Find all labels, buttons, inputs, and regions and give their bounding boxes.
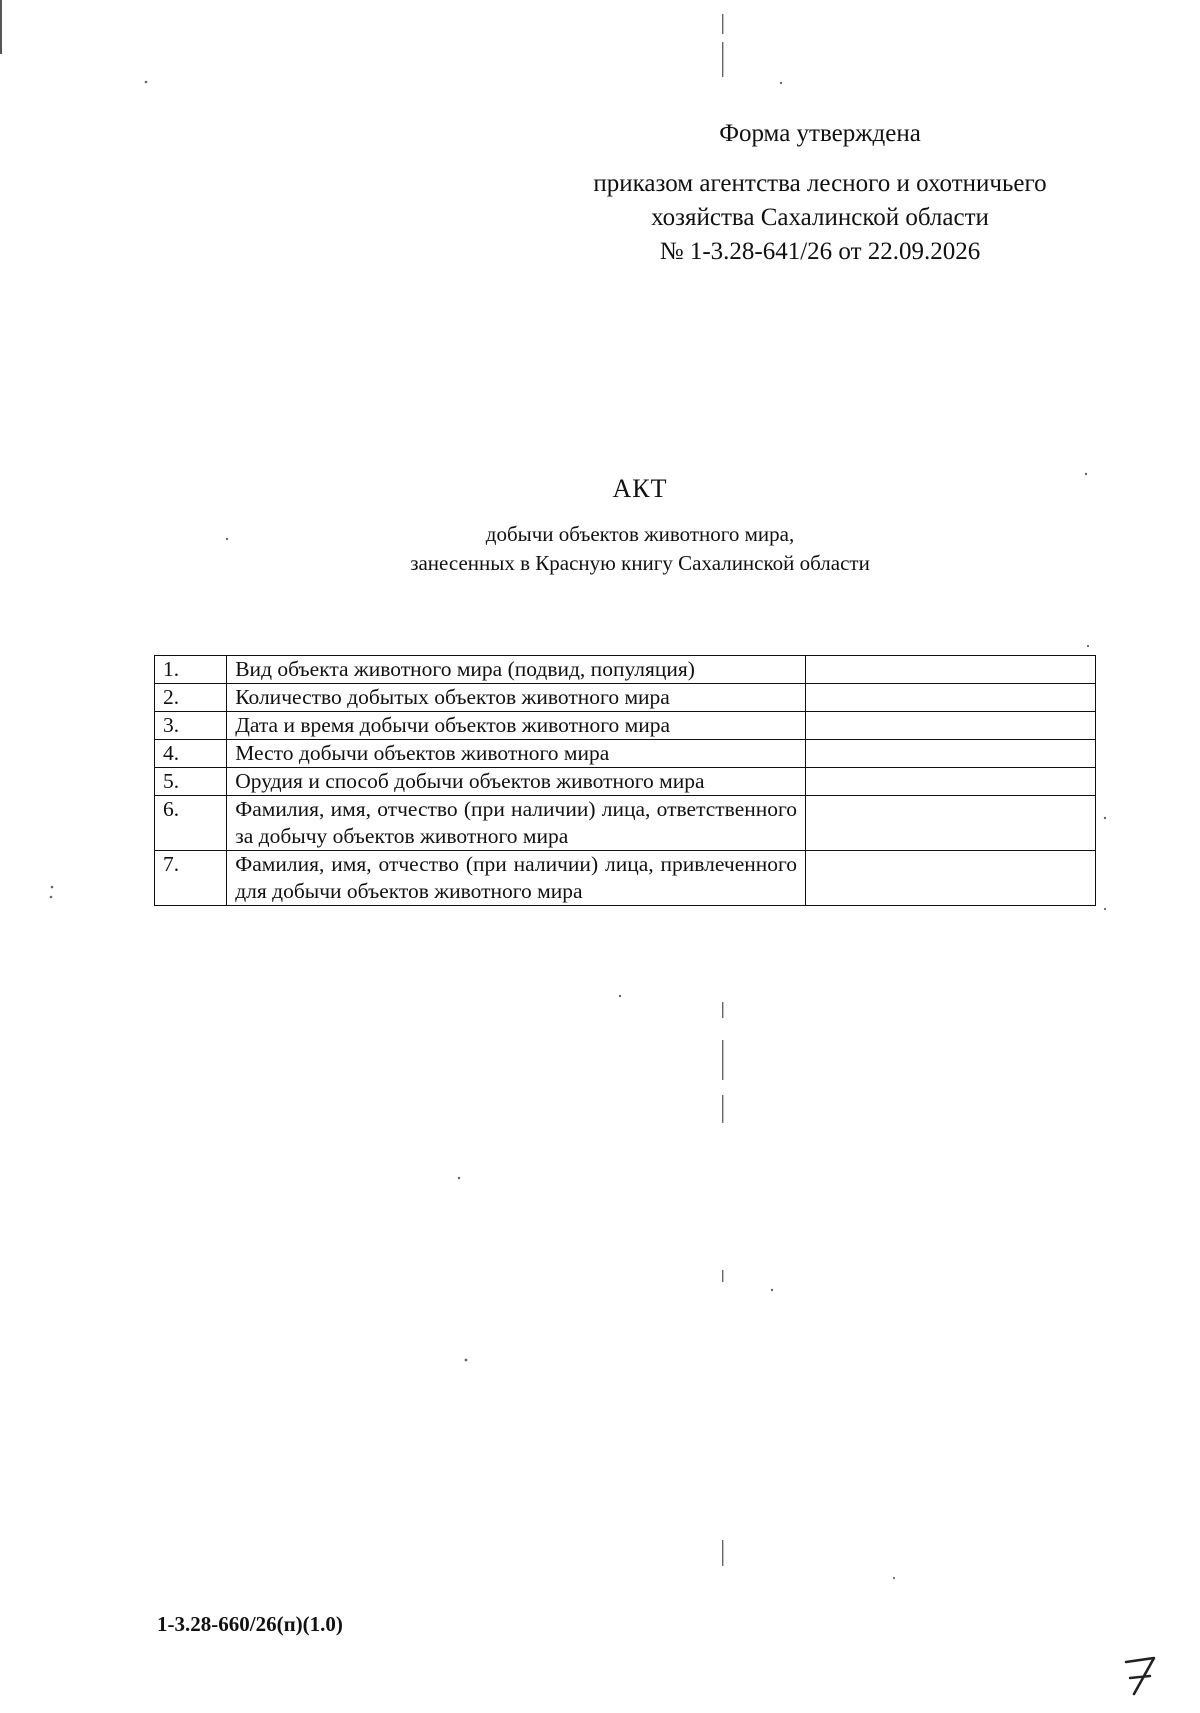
table-row bbox=[155, 740, 1096, 768]
table-row bbox=[155, 851, 1096, 906]
row-value bbox=[806, 684, 1096, 712]
act-subtitle bbox=[0, 520, 1200, 578]
table-row bbox=[155, 712, 1096, 740]
row-value bbox=[806, 712, 1096, 740]
act-title: АКТ bbox=[612, 474, 668, 503]
row-number: 1. bbox=[155, 656, 227, 684]
row-label: Орудия и способ добычи объектов животного мира bbox=[227, 768, 806, 796]
row-value bbox=[806, 740, 1096, 768]
act-subtitle-line-1: добычи объектов животного мира, bbox=[485, 522, 795, 546]
row-value bbox=[806, 851, 1096, 906]
approval-line-1: приказом агентства лесного и охотничьего bbox=[593, 170, 1047, 197]
table-row bbox=[155, 684, 1096, 712]
document-code: 1-3.28-660/26(п)(1.0) bbox=[157, 1612, 343, 1636]
row-label: Фамилия, имя, отчество (при наличии) лица, ответственного за добычу объектов животного мира bbox=[227, 796, 806, 851]
row-label: Количество добытых объектов животного мира bbox=[227, 684, 806, 712]
form-approval-title: Форма утверждена bbox=[719, 120, 921, 147]
table-row bbox=[155, 656, 1096, 684]
row-number: 7. bbox=[155, 851, 227, 906]
row-value bbox=[806, 656, 1096, 684]
row-number: 4. bbox=[155, 740, 227, 768]
table-row bbox=[155, 768, 1096, 796]
act-details-table bbox=[154, 655, 1096, 906]
approval-line-3: № 1-3.28-641/26 от 22.09.2026 bbox=[659, 238, 981, 265]
row-number: 6. bbox=[155, 796, 227, 851]
table-row bbox=[155, 796, 1096, 851]
row-value bbox=[806, 796, 1096, 851]
row-value bbox=[806, 768, 1096, 796]
row-label: Место добычи объектов животного мира bbox=[227, 740, 806, 768]
row-number: 2. bbox=[155, 684, 227, 712]
handwritten-page-number bbox=[1118, 1650, 1162, 1700]
approval-order-reference bbox=[540, 167, 1100, 269]
row-number: 5. bbox=[155, 768, 227, 796]
act-subtitle-line-2: занесенных в Красную книгу Сахалинской области bbox=[410, 551, 870, 575]
row-label: Фамилия, имя, отчество (при наличии) лица, привлеченного для добычи объектов животного мира bbox=[227, 851, 806, 906]
row-label: Дата и время добычи объектов животного мира bbox=[227, 712, 806, 740]
row-number: 3. bbox=[155, 712, 227, 740]
approval-line-2: хозяйства Сахалинской области bbox=[651, 204, 989, 231]
row-label: Вид объекта животного мира (подвид, популяция) bbox=[227, 656, 806, 684]
